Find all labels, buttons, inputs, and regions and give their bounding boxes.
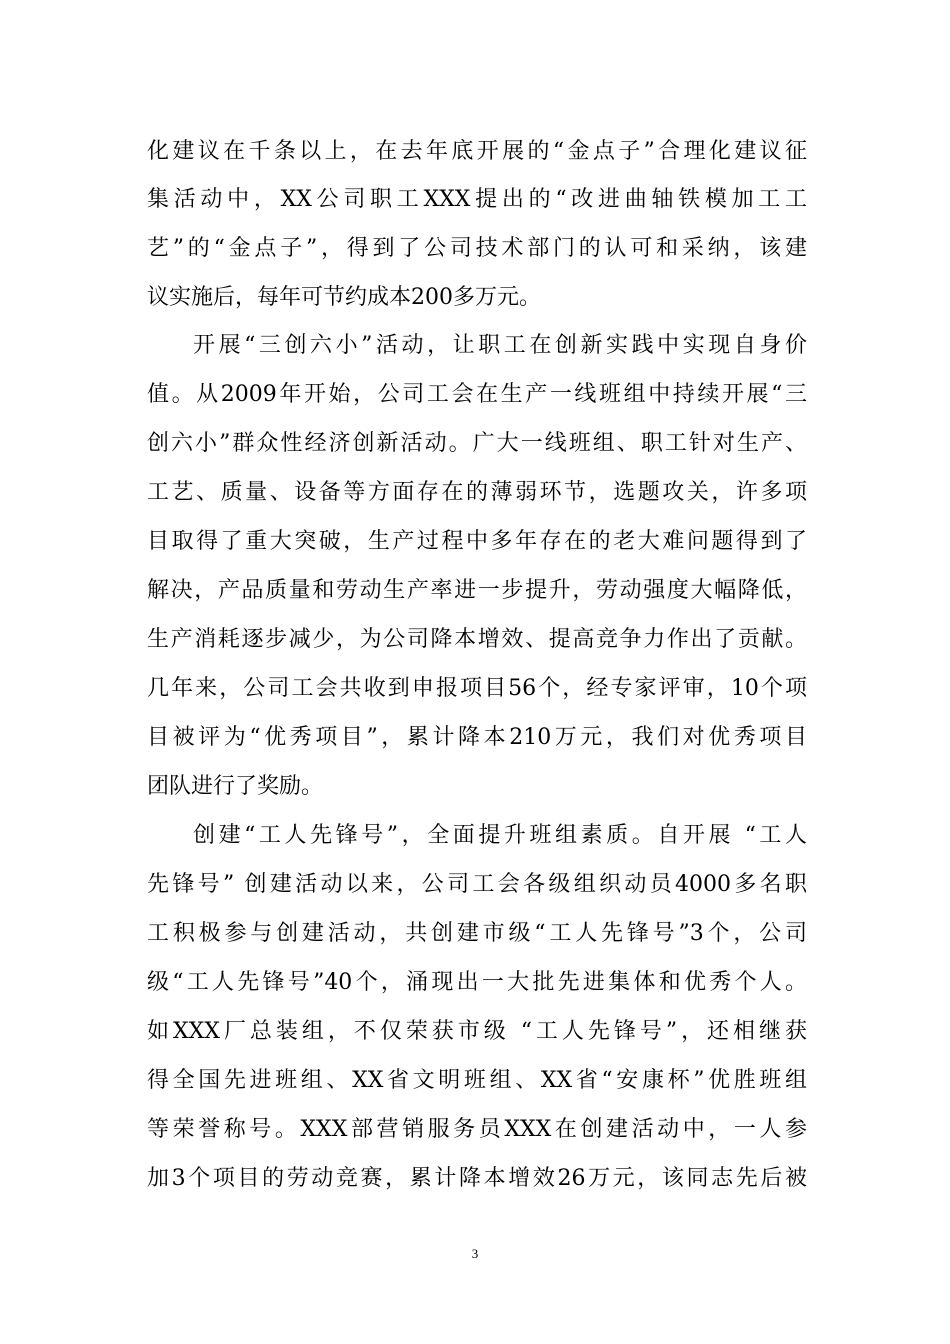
paragraph-3-heading-line: 创建“工人先锋号”，全面提升班组素质。自开展 “工人 (193, 823, 807, 848)
paragraph-3-line-7: 等荣誉称号。XXX部营销服务员XXX在创建活动中，一人参 (147, 1117, 807, 1142)
paragraph-2-line-10: 团队进行了奖励。 (147, 774, 324, 799)
paragraph-2-line-9: 目被评为“优秀项目”，累计降本210万元，我们对优秀项目 (147, 725, 807, 750)
paragraph-2-line-3: 创六小”群众性经济创新活动。广大一线班组、职工针对生产、 (147, 431, 807, 456)
paragraph-1-line-1: 化建议在千条以上，在去年底开展的“金点子”合理化建议征 (147, 139, 807, 164)
paragraph-3-line-2: 先锋号” 创建活动以来，公司工会各级组织动员4000多名职 (147, 872, 807, 897)
paragraph-3-line-4: 级“工人先锋号”40个，涌现出一大批先进集体和优秀个人。 (147, 970, 807, 995)
paragraph-3-line-3: 工积极参与创建活动，共创建市级“工人先锋号”3个，公司 (147, 921, 807, 946)
paragraph-1-line-4: 议实施后，每年可节约成本200多万元。 (147, 285, 541, 310)
paragraph-3-line-5: 如XXX厂总装组，不仅荣获市级 “工人先锋号”，还相继获 (147, 1019, 807, 1044)
paragraph-3-line-6: 得全国先进班组、XX省文明班组、XX省“安康杯”优胜班组 (147, 1068, 807, 1093)
paragraph-2-line-7: 生产消耗逐步减少，为公司降本增效、提高竞争力作出了贡献。 (147, 627, 807, 652)
paragraph-1-line-3: 艺”的“金点子”，得到了公司技术部门的认可和采纳，该建 (147, 236, 807, 261)
paragraph-2-line-6: 解决，产品质量和劳动生产率进一步提升，劳动强度大幅降低， (147, 578, 807, 603)
paragraph-2-heading-line: 开展“三创六小”活动，让职工在创新实践中实现自身价 (193, 333, 807, 358)
paragraph-1-line-2: 集活动中，XX公司职工XXX提出的“改进曲轴铁模加工工 (147, 187, 807, 212)
page-number: 3 (471, 1246, 479, 1261)
paragraph-3-line-8: 加3个项目的劳动竞赛，累计降本增效26万元，该同志先后被 (147, 1166, 807, 1191)
paragraph-2-line-4: 工艺、质量、设备等方面存在的薄弱环节，选题攻关，许多项 (147, 480, 807, 505)
paragraph-2-line-8: 几年来，公司工会共收到申报项目56个，经专家评审，10个项 (147, 676, 807, 701)
paragraph-2-line-2: 值。从2009年开始，公司工会在生产一线班组中持续开展“三 (147, 382, 807, 407)
paragraph-2-line-5: 目取得了重大突破，生产过程中多年存在的老大难问题得到了 (147, 529, 807, 554)
